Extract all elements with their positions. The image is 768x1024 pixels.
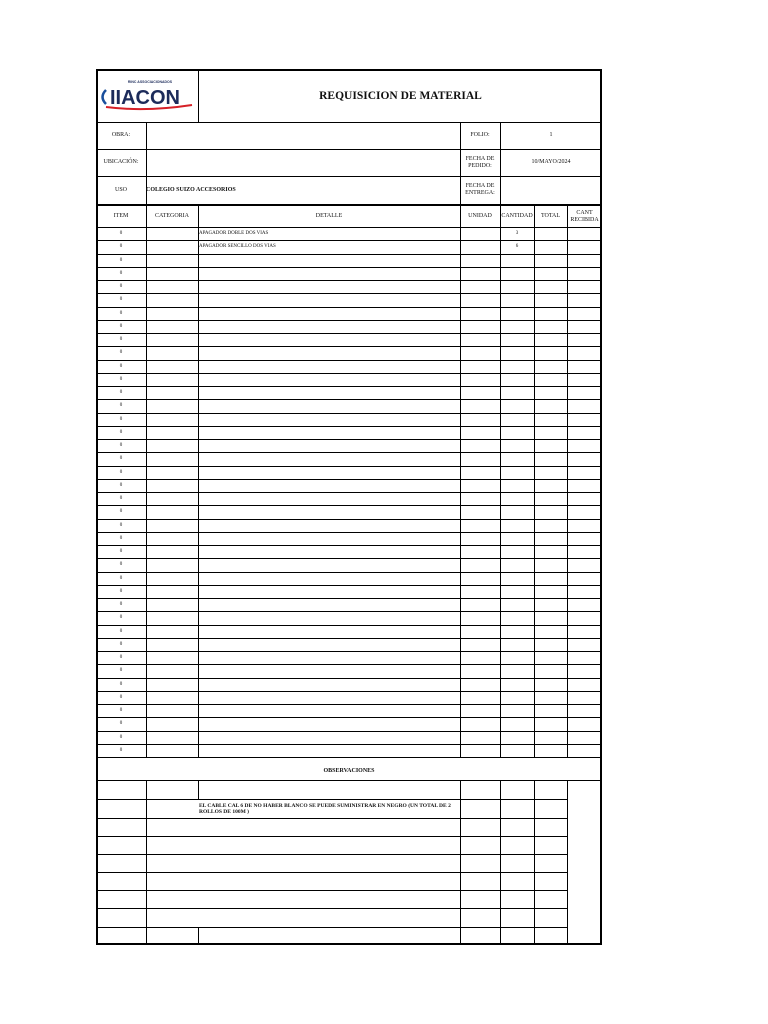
table-row [96, 439, 602, 452]
row-item: 0 [119, 403, 123, 409]
table-row [96, 307, 602, 320]
fecha-pedido-label: FECHA DE PEDIDO: [465, 155, 495, 169]
row-item: 0 [119, 708, 123, 713]
row-cantidad [500, 307, 534, 320]
row-item: 0 [119, 509, 123, 515]
row-cantidad [500, 678, 534, 691]
fecha-entrega-label: FECHA DE ENTREGA: [465, 183, 495, 196]
row-item: 0 [119, 747, 123, 753]
row-cantidad [500, 386, 534, 399]
row-detalle [199, 399, 459, 412]
row-cantidad [500, 452, 534, 465]
table-row [96, 293, 602, 306]
row-detalle [199, 267, 459, 280]
table-row [96, 744, 602, 757]
row-detalle [199, 532, 459, 545]
table-row [96, 572, 602, 585]
row-detalle [199, 293, 459, 306]
row-detalle [199, 466, 459, 479]
row-item: 0 [119, 337, 123, 342]
row-cantidad [500, 254, 534, 267]
row-detalle [199, 519, 459, 532]
table-row [96, 227, 602, 240]
row-item: 0 [119, 615, 123, 621]
row-item: 0 [119, 588, 123, 594]
row-detalle: APAGADOR SENCILLO DOS VIAS [199, 244, 276, 250]
folio-value: 1 [549, 132, 553, 139]
table-row [96, 280, 602, 293]
row-item: 0 [119, 443, 123, 448]
page-title: REQUISICION DE MATERIAL [319, 90, 482, 102]
row-detalle [199, 731, 459, 744]
table-row [96, 545, 602, 558]
row-detalle [199, 254, 459, 267]
row-item: 0 [119, 231, 123, 236]
row-cantidad: 6 [515, 244, 519, 250]
row-detalle [199, 505, 459, 518]
table-row [96, 585, 602, 598]
uso-value: COLEGIO SUIZO ACCESORIOS [146, 186, 236, 193]
table-row [96, 611, 602, 624]
table-row [96, 598, 602, 611]
row-item: 0 [119, 416, 123, 422]
row-item: 0 [119, 390, 123, 395]
row-item: 0 [119, 668, 123, 674]
row-item: 0 [119, 734, 123, 740]
table-row [96, 704, 602, 717]
row-detalle [199, 426, 459, 439]
row-detalle [199, 664, 459, 677]
row-item: 0 [119, 549, 123, 554]
divider [567, 780, 568, 944]
row-item: 0 [119, 376, 123, 382]
row-detalle [199, 717, 459, 730]
row-item: 0 [119, 641, 123, 647]
col-item: ITEM [113, 213, 129, 220]
observaciones-note: EL CABLE CAL 6 DE NO HABER BLANCO SE PUEDE SUMINISTRAR EN NEGRO (UN TOTAL DE 2 ROLLOS DE 100M ) [199, 802, 451, 815]
table-row [96, 691, 602, 704]
row-item: 0 [119, 270, 123, 276]
row-detalle [199, 691, 459, 704]
divider [96, 780, 567, 781]
table-row [96, 320, 602, 333]
table-row [96, 426, 602, 439]
row-item: 0 [119, 694, 123, 700]
row-cantidad [500, 611, 534, 624]
divider [534, 780, 535, 944]
obra-label: OBRA: [111, 132, 131, 139]
row-cantidad [500, 704, 534, 717]
row-cantidad [500, 519, 534, 532]
table-row [96, 360, 602, 373]
col-cant-recibida: CANT RECIBIDA [570, 209, 599, 223]
fecha-pedido-value: 10/MAYO/2024 [531, 159, 571, 166]
row-detalle [199, 545, 459, 558]
row-detalle [199, 360, 459, 373]
observaciones-title: OBSERVACIONES [323, 768, 375, 775]
row-cantidad [500, 664, 534, 677]
row-cantidad [500, 267, 534, 280]
row-item: 0 [119, 522, 123, 528]
divider [146, 780, 147, 944]
row-cantidad [500, 280, 534, 293]
table-row [96, 413, 602, 426]
row-cantidad [500, 413, 534, 426]
row-detalle [199, 585, 459, 598]
table-row [96, 638, 602, 651]
ubicacion-value [147, 149, 459, 176]
row-detalle [199, 373, 459, 386]
logo-brand: IIACON [110, 87, 180, 109]
table-row [96, 505, 602, 518]
row-cantidad [500, 572, 534, 585]
table-row [96, 532, 602, 545]
row-cantidad [500, 479, 534, 492]
divider [96, 818, 567, 819]
row-cantidad [500, 545, 534, 558]
table-row [96, 625, 602, 638]
divider [500, 780, 501, 944]
row-detalle [199, 558, 459, 571]
row-item: 0 [119, 681, 123, 687]
row-cantidad [500, 744, 534, 757]
divider [96, 854, 567, 855]
table-row [96, 452, 602, 465]
row-detalle [199, 346, 459, 359]
table-row [96, 240, 602, 253]
ubicacion-label: UBICACIÓN: [103, 159, 139, 166]
divider [198, 780, 199, 799]
row-detalle [199, 479, 459, 492]
table-row [96, 651, 602, 664]
col-total: TOTAL [540, 213, 561, 220]
row-cantidad [500, 651, 534, 664]
row-cantidad [500, 717, 534, 730]
row-detalle [199, 638, 459, 651]
row-cantidad [500, 373, 534, 386]
row-item: 0 [119, 284, 123, 289]
divider [96, 836, 567, 837]
row-cantidad [500, 466, 534, 479]
row-detalle [199, 572, 459, 585]
row-item: 0 [119, 310, 123, 316]
divider [460, 780, 461, 944]
row-detalle [199, 386, 459, 399]
table-row [96, 664, 602, 677]
company-logo [96, 69, 199, 123]
table-row [96, 479, 602, 492]
table-row [96, 717, 602, 730]
divider [96, 757, 602, 758]
table-row [96, 731, 602, 744]
row-cantidad: 3 [515, 231, 519, 236]
table-row [96, 519, 602, 532]
row-item: 0 [119, 628, 123, 634]
row-item: 0 [119, 655, 123, 660]
logo-tagline: RINC ASSOCIACIONADOS [127, 80, 173, 84]
divider [96, 872, 567, 873]
row-detalle: APAGADOR DOBLE DOS VIAS [199, 231, 269, 236]
row-detalle [199, 651, 459, 664]
row-item: 0 [119, 562, 123, 568]
row-item: 0 [119, 297, 123, 303]
row-cantidad [500, 439, 534, 452]
row-detalle [199, 439, 459, 452]
row-detalle [199, 598, 459, 611]
row-item: 0 [119, 323, 123, 329]
table-row [96, 558, 602, 571]
uso-label: USO [114, 186, 127, 193]
table-row [96, 346, 602, 359]
table-row [96, 492, 602, 505]
row-cantidad [500, 532, 534, 545]
divider [96, 908, 567, 909]
row-cantidad [500, 293, 534, 306]
col-categoria: CATEGORIA [155, 213, 189, 220]
row-detalle [199, 492, 459, 505]
folio-label: FOLIO: [470, 132, 490, 139]
row-cantidad [500, 731, 534, 744]
divider [96, 927, 567, 928]
col-cantidad: CANTIDAD [501, 213, 533, 220]
table-row [96, 466, 602, 479]
row-cantidad [500, 333, 534, 346]
row-cantidad [500, 638, 534, 651]
table-row [96, 386, 602, 399]
row-item: 0 [119, 429, 123, 435]
obra-value [147, 122, 459, 149]
table-row [96, 399, 602, 412]
row-cantidad [500, 625, 534, 638]
row-item: 0 [119, 575, 123, 581]
row-item: 0 [119, 244, 123, 250]
row-item: 0 [119, 496, 123, 501]
row-cantidad [500, 360, 534, 373]
row-item: 0 [119, 456, 123, 462]
row-detalle [199, 413, 459, 426]
row-detalle [199, 452, 459, 465]
table-row [96, 254, 602, 267]
row-item: 0 [119, 363, 123, 369]
row-cantidad [500, 492, 534, 505]
row-item: 0 [119, 350, 123, 356]
row-item: 0 [119, 721, 123, 727]
divider [198, 927, 199, 944]
row-detalle [199, 611, 459, 624]
row-item: 0 [119, 482, 123, 488]
row-detalle [199, 320, 459, 333]
row-cantidad [500, 505, 534, 518]
row-cantidad [500, 426, 534, 439]
row-cantidad [500, 558, 534, 571]
row-item: 0 [119, 469, 123, 475]
row-detalle [199, 333, 459, 346]
row-detalle [199, 704, 459, 717]
row-detalle [199, 280, 459, 293]
divider [96, 890, 567, 891]
row-cantidad [500, 346, 534, 359]
col-unidad: UNIDAD [468, 213, 492, 220]
table-row [96, 678, 602, 691]
row-item: 0 [119, 535, 123, 541]
table-row [96, 267, 602, 280]
fecha-entrega-value [500, 176, 602, 204]
row-detalle [199, 625, 459, 638]
logo-cell [96, 69, 199, 123]
row-cantidad [500, 585, 534, 598]
col-detalle: DETALLE [315, 213, 343, 220]
row-cantidad [500, 399, 534, 412]
row-cantidad [500, 691, 534, 704]
table-row [96, 333, 602, 346]
row-cantidad [500, 598, 534, 611]
row-item: 0 [119, 257, 123, 263]
table-row [96, 373, 602, 386]
row-detalle [199, 678, 459, 691]
row-cantidad [500, 320, 534, 333]
row-detalle [199, 744, 459, 757]
row-item: 0 [119, 602, 123, 607]
row-detalle [199, 307, 459, 320]
